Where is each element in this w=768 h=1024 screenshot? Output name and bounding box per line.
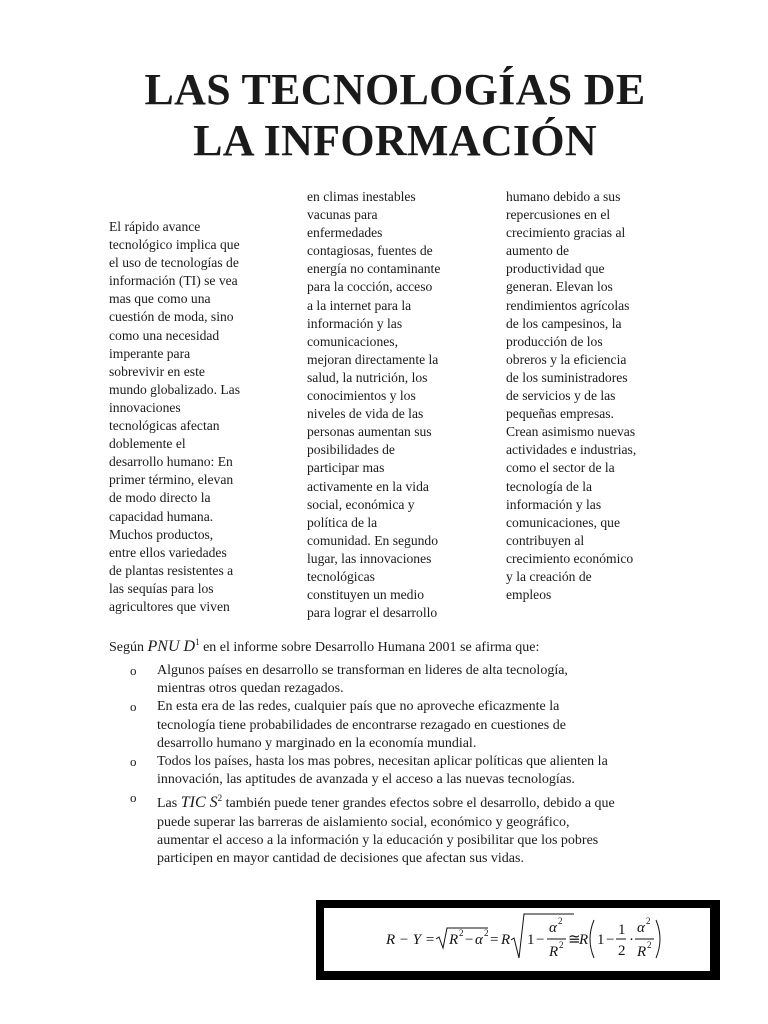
column-line: crecimiento gracias al <box>506 225 626 241</box>
column-line: crecimiento económico <box>506 550 634 566</box>
formula-minus: − <box>465 932 474 948</box>
column-line: lugar, las innovaciones <box>307 550 432 566</box>
bullet-marker: o <box>130 754 137 770</box>
footnote-ref-1: 1 <box>195 637 200 647</box>
column-line: productividad que <box>506 261 605 277</box>
column-line: desarrollo humano: En <box>109 454 233 470</box>
footnote-ref-2: 2 <box>217 793 223 804</box>
column-line: humano debido a sus <box>506 189 621 204</box>
column-line: a la internet para la <box>307 297 412 313</box>
bullet-line: mientras otros quedan rezagados. <box>157 681 344 697</box>
column-line: de los campesinos, la <box>506 315 622 331</box>
column-line: sobrevivir en este <box>109 363 205 379</box>
formula-alpha: α <box>475 932 483 948</box>
pnud-acronym: PNU D <box>147 638 196 655</box>
bullet-item-3 <box>130 753 615 789</box>
column-line: mejoran directamente la <box>307 351 439 367</box>
bullet-text-after: también puede tener grandes efectos sobre el desarrollo, debido a que <box>222 796 615 812</box>
column-line: generan. Elevan los <box>506 279 613 295</box>
column-line: vacunas para <box>307 207 378 223</box>
bullet-line: Todos los países, hasta los mas pobres, necesitan aplicar políticas que alienten la <box>157 754 608 770</box>
column-line: y la creación de <box>506 568 592 584</box>
column-line: producción de los <box>506 333 603 349</box>
bullet-marker: o <box>130 699 137 715</box>
column-line: repercusiones en el <box>506 207 611 223</box>
formula-sup: 2 <box>647 940 652 950</box>
column-line: tecnológico implica que <box>109 237 240 253</box>
formula-alpha: α <box>549 920 557 936</box>
column-line: rendimientos agrícolas <box>506 297 630 313</box>
left-paren <box>590 920 594 958</box>
column-line: primer término, elevan <box>109 472 234 488</box>
column-line: para lograr el desarrollo <box>307 605 438 621</box>
column-line: conocimientos y los <box>307 388 416 404</box>
column-line: de servicios y de las <box>506 388 616 404</box>
column-line: mas que como una <box>109 291 211 307</box>
column-line: de plantas resistentes a <box>109 562 234 578</box>
intro-after: en el informe sobre Desarrollo Humana 2001 se afirma que: <box>199 640 540 655</box>
tics-acronym: TIC S <box>180 794 218 812</box>
title-line-2: LA INFORMACIÓN <box>193 116 597 165</box>
formula-minus: − <box>536 932 545 948</box>
formula-approx: ≅ <box>568 932 581 948</box>
bullet-list <box>130 662 615 868</box>
text-column-2 <box>307 188 440 622</box>
column-line: comunicaciones, <box>307 333 398 349</box>
column-line: en climas inestables <box>307 189 416 204</box>
bullet-line: Algunos países en desarrollo se transforman en lideres de alta tecnología, <box>157 663 568 678</box>
bullet-line: aumentar el acceso a la información y la educación y posibilitar que los pobres <box>157 832 599 848</box>
bullet-marker: o <box>130 790 137 806</box>
bullet-line <box>157 789 615 813</box>
column-line: obreros y la eficiencia <box>506 351 627 367</box>
bullet-text-before: Las <box>157 796 181 812</box>
formula-half-num: 1 <box>618 922 626 938</box>
column-line: tecnológicas afectan <box>109 418 220 434</box>
column-line: información (TI) se vea <box>109 273 238 289</box>
column-line: doblemente el <box>109 436 186 452</box>
column-line: tecnológicas <box>307 568 375 584</box>
bullet-item-4 <box>130 789 615 868</box>
formula-alpha: α <box>637 920 645 936</box>
formula-sup: 2 <box>559 940 564 950</box>
column-line: el uso de tecnologías de <box>109 255 239 271</box>
formula-sup: 2 <box>646 916 651 926</box>
column-line: cuestión de moda, sino <box>109 309 234 325</box>
bullet-line: En esta era de las redes, cualquier país que no aproveche eficazmente la <box>157 699 560 715</box>
column-line: Crean asimismo nuevas <box>506 424 636 440</box>
bullet-item-2 <box>130 698 615 753</box>
intro-paragraph <box>109 633 539 657</box>
formula-R: R <box>449 932 459 948</box>
column-line: entre ellos variedades <box>109 544 227 560</box>
column-line: participar mas <box>307 460 385 476</box>
formula-one: 1 <box>527 932 535 948</box>
formula-lhs: R − Y = <box>386 932 435 948</box>
bullet-marker: o <box>130 663 137 678</box>
column-line: aumento de <box>506 243 570 259</box>
column-line: información y las <box>307 315 403 331</box>
column-line: personas aumentan sus <box>307 424 432 440</box>
column-line: mundo globalizado. Las <box>109 381 240 397</box>
column-line: capacidad humana. <box>109 508 214 524</box>
bullet-line: puede superar las barreras de aislamiento social, económico y geográfico, <box>157 814 570 830</box>
formula-R: R <box>501 932 511 948</box>
column-line: innovaciones <box>109 399 181 415</box>
column-line: comunicaciones, que <box>506 514 620 530</box>
column-line: comunidad. En segundo <box>307 532 439 548</box>
column-line: constituyen un medio <box>307 587 425 603</box>
column-line: información y las <box>506 496 602 512</box>
formula-half-den: 2 <box>618 943 626 959</box>
column-line: El rápido avance <box>109 219 201 234</box>
formula-R: R <box>637 944 647 960</box>
formula-R: R <box>549 944 559 960</box>
formula-dot: · <box>629 932 634 948</box>
formula-R: R <box>579 932 589 948</box>
column-line: política de la <box>307 514 378 530</box>
document-title <box>0 64 768 166</box>
bullet-line: participen en mayor cantidad de decisiones que afectan sus vidas. <box>157 851 524 867</box>
column-line: agricultores que viven <box>109 598 230 614</box>
right-paren <box>656 920 660 958</box>
column-line: enfermedades <box>307 225 383 241</box>
column-line: social, económica y <box>307 496 415 512</box>
column-line: niveles de vida de las <box>307 406 424 422</box>
column-line: contribuyen al <box>506 532 585 548</box>
formula-sup: 2 <box>484 928 489 938</box>
column-line: Muchos productos, <box>109 526 214 542</box>
column-line: imperante para <box>109 345 191 361</box>
formula-equation <box>324 908 710 971</box>
column-line: para la cocción, acceso <box>307 279 433 295</box>
formula-box <box>316 900 720 980</box>
formula-minus: − <box>606 932 615 948</box>
title-line-1: LAS TECNOLOGÍAS DE <box>144 65 646 114</box>
column-line: como una necesidad <box>109 327 220 343</box>
column-line: actividades e industrias, <box>506 442 637 458</box>
column-line: pequeñas empresas. <box>506 406 614 422</box>
column-line: contagiosas, fuentes de <box>307 243 433 259</box>
column-line: de modo directo la <box>109 490 211 506</box>
column-line: de los suministradores <box>506 369 628 385</box>
column-line: empleos <box>506 587 552 603</box>
column-line: tecnología de la <box>506 478 593 494</box>
column-line: las sequías para los <box>109 580 214 596</box>
text-column-3 <box>506 188 636 604</box>
bullet-line: desarrollo humano y marginado en la economía mundial. <box>157 735 477 751</box>
formula-equals: = <box>490 932 499 948</box>
column-line: como el sector de la <box>506 460 615 476</box>
intro-before: Según <box>109 640 148 655</box>
bullet-line: innovación, las aptitudes de avanzada y el acceso a las nuevas tecnologías. <box>157 772 575 788</box>
column-line: energía no contaminante <box>307 261 441 277</box>
bullet-item-1 <box>130 662 615 698</box>
bullet-line: tecnología tiene probabilidades de encontrarse rezagado en cuestiones de <box>157 717 566 733</box>
formula-sup: 2 <box>558 916 563 926</box>
column-line: activamente en la vida <box>307 478 429 494</box>
text-column-1 <box>109 218 240 616</box>
formula-sup: 2 <box>459 928 464 938</box>
column-line: salud, la nutrición, los <box>307 369 428 385</box>
formula-one: 1 <box>597 932 605 948</box>
column-line: posibilidades de <box>307 442 395 458</box>
